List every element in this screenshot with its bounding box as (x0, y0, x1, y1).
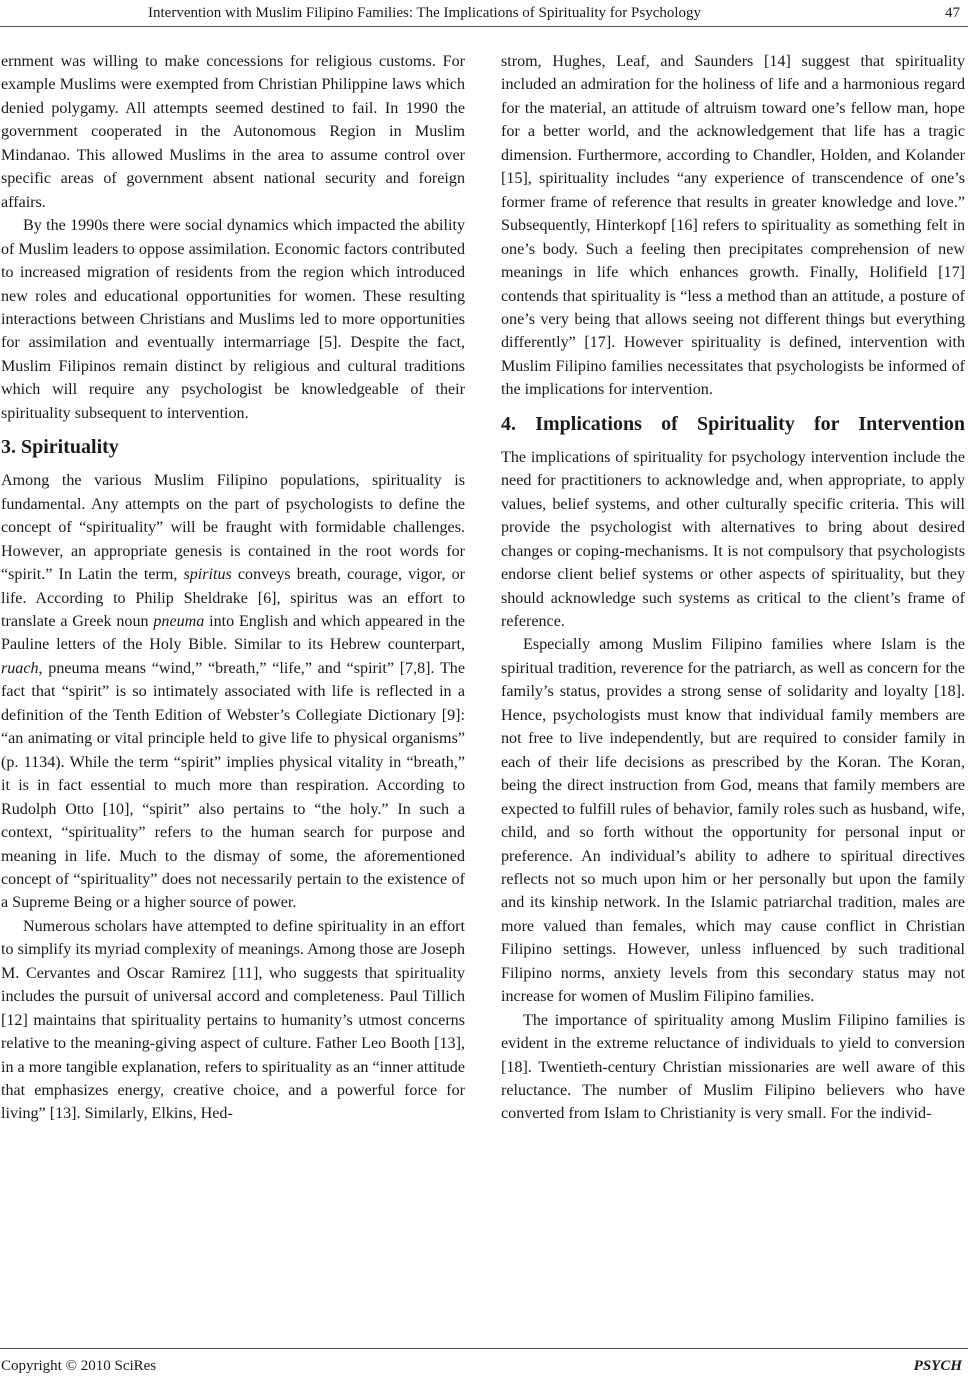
right-column (501, 50, 965, 1126)
running-header (0, 2, 968, 24)
copyright-notice: Copyright © 2010 SciRes (1, 1358, 157, 1374)
left-column (1, 50, 465, 1126)
left-paragraph-4: Numerous scholars have attempted to define spirituality in an effort to simplify its myriad complexity of meanings. Among those are Joseph M. Cervantes and Oscar Ramirez [11], who suggests that spirituality includes the pursuit of universal accord and completeness. Paul Tillich [12] maintains that spirituality pertains to humanity’s utmost concerns relative to the meaning-giving aspect of culture. Father Leo Booth [13], in a more tangible explanation, refers to spirituality as an “inner attitude that emphasizes energy, creative choice, and a powerful force for living” [13]. Similarly, Elkins, Hed- (1, 917, 465, 1123)
page-footer (0, 1354, 968, 1378)
left-paragraph-2: By the 1990s there were social dynamics which impacted the ability of Muslim leaders to oppose assimilation. Economic factors contributed to increased migration of residents from the region which introduced new roles and educational opportunities for women. These resulting interactions between Christians and Muslims led to more opportunities for assimilation and eventually intermarriage [5]. Despite the fact, Muslim Filipinos remain distinct by religious and cultural traditions which will require any psychologist be knowledgeable of their spirituality subsequent to intervention. (1, 217, 465, 422)
term-pneuma: pneuma (153, 612, 205, 630)
header-rule (0, 26, 968, 27)
right-paragraph-1: strom, Hughes, Leaf, and Saunders [14] suggest that spirituality included an admiration for the holiness of life and a harmonious regard for the material, an attitude of altruism toward one’s fellow man, hope for a better world, and the acknowledgement that life has a tragic dimension. Furthermore, according to Chandler, Holden, and Kolander [15], spirituality includes “any experience of transcendence of one’s former frame of reference that results in greater knowledge and love.” Subsequently, Hinterkopf [16] refers to spirituality as something felt in one’s body. Such a feeling then precipitates comprehension of new meanings in life which enhances growth. Finally, Holifield [17] contends that spirituality is “less a method than an attitude, a posture of one’s very being that allows seeing not different things but everything differently” [17]. However spirituality is defined, intervention with Muslim Filipino families necessitates that psychologists be informed of the implications for intervention. (501, 53, 965, 399)
right-paragraph-2: The implications of spirituality for psychology intervention include the need for practitioners to acknowledge and, when appropriate, to apply values, belief systems, and other culturally specific criteria. This will provide the psychologist with alternatives to bring about desired changes or coping-mechanisms. It is not compulsory that psychologists endorse client belief systems or other aspects of spirituality, but they should acknowledge such systems as critical to the client’s frame of reference. (501, 448, 965, 630)
running-title: Intervention with Muslim Filipino Families: The Implications of Spirituality for Psychology (148, 5, 702, 21)
p3-text-d: , pneuma means “wind,” “breath,” “life,” and “spirit” [7,8]. The fact that “spirit” is so intimately associated with life is reflected in a definition of the Tenth Edition of Webster’s Collegiate Dictionary [9]: “an animating or vital principle held to give life to physical organisms” (p. 1134). While the term “spirit” implies physical vitality in “breath,” it is in fact essential to much more than respiration. According to Rudolph Otto [10], “spirit” also pertains to “the holy.” In such a context, “spirituality” refers to the human search for purpose and meaning in life. Much to the dismay of some, the aforementioned concept of “spirituality” does not necessarily pertain to the existence of a Supreme Being or a higher source of power. (1, 659, 465, 912)
right-paragraph-3: Especially among Muslim Filipino families where Islam is the spiritual tradition, reverence for the patriarch, as well as concern for the family’s status, provides a strong sense of solidarity and loyalty [18]. Hence, psychologists must know that individual family members are not free to live independently, but are required to consider family in each of their life decisions as prescribed by the Koran. The Koran, being the direct instruction from God, means that family members are expected to fulfill rules of behavior, family roles such as husband, wife, child, and so forth without the opportunity for personal input or preference. An individual’s ability to adhere to spiritual directives reflects not so much upon him or her personally but upon the family and its kinship network. In the Islamic patriarchal tradition, males are more valued than females, which may cause conflict in Christian Filipino settings. However, unless influenced by such traditional Filipino norms, anxiety levels from this secondary status may not increase for women of Muslim Filipino families. (501, 636, 965, 1006)
term-ruach: ruach (1, 659, 39, 677)
journal-name: PSYCH (913, 1358, 962, 1374)
page-number: 47 (945, 5, 960, 21)
section-3-heading: 3. Spirituality (1, 436, 119, 459)
right-paragraph-4: The importance of spirituality among Muslim Filipino families is evident in the extreme reluctance of individuals to yield to conversion [18]. Twentieth-century Christian missionaries are well aware of this reluctance. The number of Muslim Filipino believers who have converted from Islam to Christianity is very small. For the individ- (501, 1011, 965, 1123)
term-spiritus: spiritus (183, 566, 232, 584)
p3-text-b: conveys breath, courage, vigor, or life. According to Philip Sheldrake [6], spiritus was an effort to translate a Greek noun (1, 566, 465, 630)
p3-text-c: into English and which appeared in the Pauline letters of the Holy Bible. Similar to its Hebrew counterpart, (1, 612, 465, 654)
left-paragraph-1: ernment was willing to make concessions for religious customs. For example Muslims were exempted from Christian Philippine laws which denied polygamy. All attempts seemed destined to fail. In 1990 the government cooperated in the Autonomous Region in Muslim Mindanao. This allowed Muslims in the area to assume control over specific areas of government absent national security and foreign affairs. (1, 53, 465, 211)
footer-rule (0, 1348, 968, 1349)
section-4-heading: 4. Implications of Spirituality for Intervention (501, 412, 965, 435)
left-paragraph-3 (1, 469, 465, 915)
p3-text-a: Among the various Muslim Filipino populations, spirituality is fundamental. Any attempts on the part of psychologists to define the concept of “spirituality” will be fraught with formidable challenges. However, an appropriate genesis is contained in the root words for “spirit.” In Latin the term, (1, 472, 465, 584)
